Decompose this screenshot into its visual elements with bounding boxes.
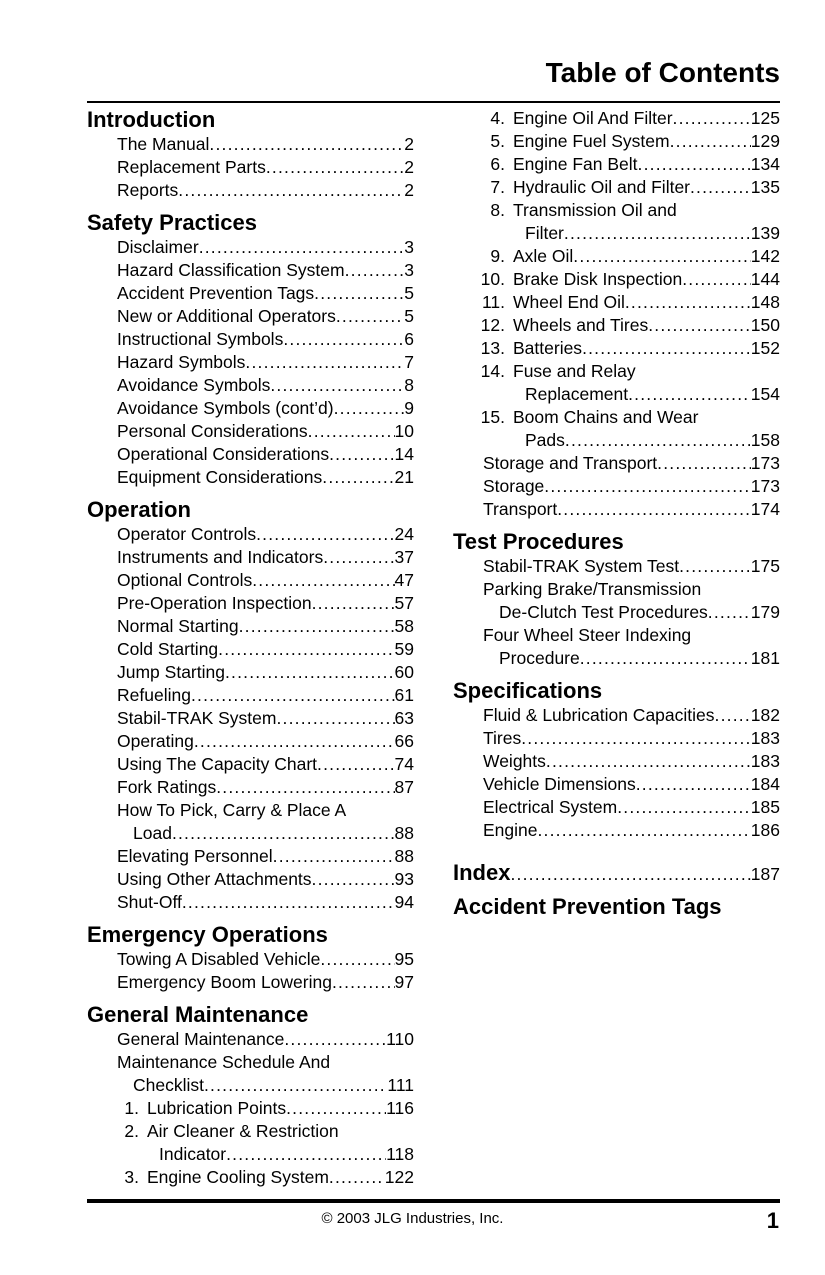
toc-page-number: 183 xyxy=(750,751,780,771)
toc-page-number: 139 xyxy=(750,223,780,243)
toc-entry-label: Weights xyxy=(483,751,546,771)
toc-entry-label: Engine Fuel System xyxy=(513,131,670,151)
toc-entry-number: 6. xyxy=(490,154,505,174)
toc-entry-label: Emergency Boom Lowering xyxy=(117,972,332,992)
toc-entry[interactable] xyxy=(453,647,780,670)
toc-entry-label: Filter xyxy=(525,223,564,243)
toc-entry-label: De-Clutch Test Procedures xyxy=(499,602,708,622)
dot-leader xyxy=(582,337,751,360)
toc-entry[interactable] xyxy=(453,176,780,199)
dot-leader xyxy=(226,1143,386,1166)
toc-entry[interactable] xyxy=(87,1074,414,1097)
toc-entry[interactable] xyxy=(453,383,780,406)
toc-page-number: 87 xyxy=(394,777,414,797)
toc-page-number: 118 xyxy=(386,1144,414,1164)
toc-page-number: 93 xyxy=(394,869,414,889)
toc-page-number: 125 xyxy=(750,108,780,128)
toc-page-number: 63 xyxy=(394,708,414,728)
toc-page-number: 88 xyxy=(394,823,414,843)
toc-page-number: 66 xyxy=(394,731,414,751)
dot-leader xyxy=(270,374,404,397)
toc-page-number: 97 xyxy=(394,972,414,992)
toc-page-number: 21 xyxy=(394,467,414,487)
dot-leader xyxy=(510,861,750,887)
dot-leader xyxy=(218,638,394,661)
toc-entry-line xyxy=(453,624,780,647)
toc-entry[interactable] xyxy=(87,443,414,466)
toc-entry-label: Axle Oil xyxy=(513,246,574,266)
toc-entry-label: Avoidance Symbols (cont’d) xyxy=(117,398,334,418)
toc-page-number: 3 xyxy=(404,260,414,280)
toc-entry[interactable] xyxy=(87,661,414,684)
toc-page-number: 173 xyxy=(750,453,780,473)
toc-entry[interactable] xyxy=(87,397,414,420)
toc-page-number: 150 xyxy=(750,315,780,335)
toc-section-heading[interactable]: Specifications xyxy=(453,678,603,703)
dot-leader xyxy=(580,647,751,670)
toc-page-number: 58 xyxy=(394,616,414,636)
toc-entry[interactable] xyxy=(453,727,780,750)
toc-entry-line xyxy=(453,406,780,429)
toc-section-heading[interactable]: Operation xyxy=(87,497,191,522)
toc-entry-label: Stabil-TRAK System xyxy=(117,708,277,728)
toc-entry-label: Hydraulic Oil and Filter xyxy=(513,177,690,197)
dot-leader xyxy=(323,546,394,569)
toc-entry-label: Tires xyxy=(483,728,522,748)
toc-entry[interactable] xyxy=(453,314,780,337)
toc-entry-label: Personal Considerations xyxy=(117,421,308,441)
dot-leader xyxy=(625,291,751,314)
toc-entry-label: How To Pick, Carry & Place A xyxy=(117,800,347,820)
toc-entry-number: 13. xyxy=(480,338,505,358)
toc-entry[interactable] xyxy=(453,268,780,291)
toc-entry[interactable] xyxy=(453,130,780,153)
toc-entry[interactable] xyxy=(453,601,780,624)
toc-entry-label: Normal Starting xyxy=(117,616,239,636)
toc-entry-number: 2. xyxy=(124,1121,139,1141)
toc-entry[interactable] xyxy=(87,1097,414,1120)
toc-page-number: 61 xyxy=(394,685,414,705)
dot-leader xyxy=(266,156,404,179)
toc-entry-label: Batteries xyxy=(513,338,583,358)
toc-entry[interactable] xyxy=(453,750,780,773)
toc-entry-label: Engine xyxy=(483,820,538,840)
toc-entry[interactable] xyxy=(87,179,414,202)
dot-leader xyxy=(657,452,751,475)
toc-page-number: 37 xyxy=(394,547,414,567)
toc-entry-label: Disclaimer xyxy=(117,237,199,257)
toc-section-heading[interactable]: Emergency Operations xyxy=(87,922,328,947)
toc-entry-label: Wheel End Oil xyxy=(513,292,625,312)
toc-entry[interactable] xyxy=(87,1166,414,1189)
toc-entry[interactable] xyxy=(453,429,780,452)
toc-section-heading[interactable]: Test Procedures xyxy=(453,529,624,554)
toc-entry-number: 14. xyxy=(480,361,505,381)
dot-leader xyxy=(715,704,751,727)
toc-entry-label: General Maintenance xyxy=(117,1029,285,1049)
dot-leader xyxy=(546,750,751,773)
dot-leader xyxy=(273,845,395,868)
page-title: Table of Contents xyxy=(545,57,780,88)
toc-page-number: 181 xyxy=(750,648,780,668)
toc-entry[interactable] xyxy=(87,1028,414,1051)
toc-entry-number: 3. xyxy=(124,1167,139,1187)
toc-entry-line xyxy=(453,578,780,601)
toc-entry-label: Replacement xyxy=(525,384,629,404)
toc-page-number: 174 xyxy=(750,499,780,519)
dot-leader xyxy=(172,822,395,845)
toc-entry-label: Parking Brake/Transmission xyxy=(483,579,702,599)
toc-page-number: 5 xyxy=(404,306,414,326)
toc-page-number: 142 xyxy=(750,246,780,266)
toc-entry-label: Fork Ratings xyxy=(117,777,217,797)
dot-leader xyxy=(332,971,395,994)
toc-entry[interactable] xyxy=(87,351,414,374)
dot-leader xyxy=(690,176,751,199)
dot-leader xyxy=(194,730,395,753)
dot-leader xyxy=(322,466,394,489)
toc-entry-label: Indicator xyxy=(159,1144,227,1164)
toc-section-heading[interactable]: Safety Practices xyxy=(87,210,257,235)
dot-leader xyxy=(256,523,394,546)
toc-entry[interactable] xyxy=(453,555,780,578)
toc-page-number: 7 xyxy=(404,352,414,372)
dot-leader xyxy=(284,1028,386,1051)
toc-entry[interactable] xyxy=(453,222,780,245)
dot-leader xyxy=(565,429,751,452)
toc-entry-number: 10. xyxy=(480,269,505,289)
dot-leader xyxy=(521,727,751,750)
toc-page-number: 3 xyxy=(404,237,414,257)
toc-page-number: 135 xyxy=(750,177,780,197)
toc-entry-label: Cold Starting xyxy=(117,639,219,659)
toc-entry-number: 4. xyxy=(490,108,505,128)
dot-leader xyxy=(636,773,751,796)
dot-leader xyxy=(283,328,404,351)
toc-entry-number: 11. xyxy=(481,292,505,312)
toc-entry[interactable] xyxy=(87,420,414,443)
dot-leader xyxy=(239,615,395,638)
toc-page-number: 74 xyxy=(394,754,414,774)
toc-entry[interactable] xyxy=(453,475,780,498)
dot-leader xyxy=(329,1166,385,1189)
toc-entry[interactable] xyxy=(87,776,414,799)
toc-entry-line xyxy=(453,199,780,222)
toc-page-number: 2 xyxy=(404,134,414,154)
toc-entry-label: Storage xyxy=(483,476,545,496)
toc-entry-number: 15. xyxy=(480,407,505,427)
dot-leader xyxy=(317,753,394,776)
toc-page-number: 2 xyxy=(404,180,414,200)
toc-entry-label: Four Wheel Steer Indexing xyxy=(483,625,692,645)
toc-entry-label: Optional Controls xyxy=(117,570,253,590)
toc-entry-line xyxy=(453,360,780,383)
dot-leader xyxy=(708,601,751,624)
toc-page-number: 116 xyxy=(386,1098,414,1118)
toc-entry-line xyxy=(87,799,414,822)
toc-page-number: 94 xyxy=(394,892,414,912)
toc-page-number: 110 xyxy=(386,1029,414,1049)
toc-entry[interactable] xyxy=(87,868,414,891)
toc-entry-label: Instruments and Indicators xyxy=(117,547,324,567)
toc-entry[interactable] xyxy=(87,753,414,776)
toc-section-heading[interactable]: Accident Prevention Tags xyxy=(453,894,722,919)
dot-leader xyxy=(334,397,405,420)
toc-entry-label: Towing A Disabled Vehicle xyxy=(117,949,321,969)
toc-page-number: 24 xyxy=(394,524,414,544)
toc-entry[interactable] xyxy=(87,156,414,179)
toc-entry-label: Replacement Parts xyxy=(117,157,266,177)
toc-entry-line xyxy=(87,1051,414,1074)
toc-entry-label: Boom Chains and Wear xyxy=(513,407,699,427)
toc-entry[interactable] xyxy=(87,569,414,592)
toc-column-right xyxy=(453,107,780,920)
dot-leader xyxy=(345,259,405,282)
toc-entry-label: Refueling xyxy=(117,685,191,705)
toc-entry[interactable] xyxy=(87,948,414,971)
toc-entry-number: 5. xyxy=(490,131,505,151)
dot-leader xyxy=(648,314,751,337)
toc-page-number: 152 xyxy=(750,338,780,358)
toc-entry-label: Engine Oil And Filter xyxy=(513,108,673,128)
toc-entry-label: Elevating Personnel xyxy=(117,846,273,866)
toc-page-number: 175 xyxy=(750,556,780,576)
toc-page-number: 173 xyxy=(750,476,780,496)
dot-leader xyxy=(245,351,404,374)
toc-page-number: 5 xyxy=(404,283,414,303)
toc-entry[interactable] xyxy=(453,153,780,176)
toc-entry-label: Avoidance Symbols xyxy=(117,375,271,395)
toc-entry[interactable] xyxy=(87,259,414,282)
toc-entry-label: Wheels and Tires xyxy=(513,315,649,335)
dot-leader xyxy=(682,268,751,291)
dot-leader xyxy=(564,222,751,245)
dot-leader xyxy=(314,282,404,305)
dot-leader xyxy=(312,868,395,891)
toc-entry[interactable] xyxy=(453,337,780,360)
toc-entry-label: Fluid & Lubrication Capacities xyxy=(483,705,715,725)
dot-leader xyxy=(679,555,751,578)
toc-entry-label: Hazard Symbols xyxy=(117,352,246,372)
toc-entry[interactable] xyxy=(87,707,414,730)
dot-leader xyxy=(276,707,394,730)
toc-entry-label: Procedure xyxy=(499,648,580,668)
toc-entry-label: Load xyxy=(133,823,172,843)
toc-page-number: 184 xyxy=(750,774,780,794)
dot-leader xyxy=(209,133,404,156)
toc-page-number: 111 xyxy=(387,1075,414,1095)
top-rule xyxy=(87,101,780,103)
toc-entry[interactable] xyxy=(87,730,414,753)
toc-page-number: 10 xyxy=(394,421,414,441)
dot-leader xyxy=(191,684,395,707)
toc-entry-label: Maintenance Schedule And xyxy=(117,1052,331,1072)
toc-entry-label: Vehicle Dimensions xyxy=(483,774,636,794)
toc-entry-label: The Manual xyxy=(117,134,210,154)
toc-entry[interactable] xyxy=(87,466,414,489)
bottom-rule xyxy=(87,1199,780,1203)
toc-entry[interactable] xyxy=(87,282,414,305)
toc-entry[interactable] xyxy=(87,546,414,569)
toc-entry-label: Transport xyxy=(483,499,558,519)
toc-entry[interactable] xyxy=(87,305,414,328)
toc-entry-label: Operating xyxy=(117,731,194,751)
toc-entry[interactable] xyxy=(453,107,780,130)
toc-entry[interactable] xyxy=(87,328,414,351)
toc-entry-number: 7. xyxy=(490,177,505,197)
toc-page-number: 183 xyxy=(750,728,780,748)
toc-entry[interactable] xyxy=(87,891,414,914)
toc-entry[interactable] xyxy=(87,684,414,707)
toc-page-number: 2 xyxy=(404,157,414,177)
dot-leader xyxy=(312,592,395,615)
toc-entry[interactable] xyxy=(453,819,780,842)
dot-leader xyxy=(178,179,404,202)
toc-entry-label: Storage and Transport xyxy=(483,453,658,473)
toc-page-number: 186 xyxy=(750,820,780,840)
toc-entry-number: 8. xyxy=(490,200,505,220)
toc-entry[interactable] xyxy=(453,773,780,796)
toc-entry-number: 12. xyxy=(480,315,505,335)
toc-entry-label: Engine Fan Belt xyxy=(513,154,638,174)
page-number: 1 xyxy=(766,1208,779,1233)
dot-leader xyxy=(252,569,394,592)
dot-leader xyxy=(673,107,751,130)
dot-leader xyxy=(320,948,394,971)
dot-leader xyxy=(670,130,751,153)
toc-entry[interactable] xyxy=(453,452,780,475)
toc-entry-label: Lubrication Points xyxy=(147,1098,287,1118)
toc-page-number: 187 xyxy=(750,864,780,884)
toc-section-heading[interactable]: Introduction xyxy=(87,107,216,132)
toc-entry-label: Operational Considerations xyxy=(117,444,330,464)
toc-entry-label: Using Other Attachments xyxy=(117,869,312,889)
toc-entry-label: Checklist xyxy=(133,1075,204,1095)
dot-leader xyxy=(225,661,395,684)
toc-section-heading[interactable]: General Maintenance xyxy=(87,1002,309,1027)
toc-page-number: 158 xyxy=(750,430,780,450)
toc-entry-line xyxy=(87,1120,414,1143)
dot-leader xyxy=(544,475,751,498)
toc-entry-number: 1. xyxy=(124,1098,139,1118)
toc-entry-label: Transmission Oil and xyxy=(513,200,677,220)
dot-leader xyxy=(628,383,751,406)
dot-leader xyxy=(573,245,751,268)
toc-page-number: 154 xyxy=(750,384,780,404)
toc-entry[interactable] xyxy=(453,796,780,819)
dot-leader xyxy=(638,153,751,176)
toc-entry[interactable] xyxy=(87,822,414,845)
dot-leader xyxy=(204,1074,387,1097)
toc-entry-label: Hazard Classification System xyxy=(117,260,345,280)
dot-leader xyxy=(182,891,395,914)
dot-leader xyxy=(329,443,394,466)
toc-entry[interactable] xyxy=(87,615,414,638)
toc-entry-label: Instructional Symbols xyxy=(117,329,284,349)
footer-copyright: © 2003 JLG Industries, Inc. xyxy=(321,1210,504,1227)
toc-entry-label: Index xyxy=(453,860,511,885)
dot-leader xyxy=(216,776,394,799)
toc-page-number: 9 xyxy=(404,398,414,418)
toc-entry[interactable] xyxy=(87,236,414,259)
toc-page-number: 47 xyxy=(394,570,414,590)
toc-entry-label: Electrical System xyxy=(483,797,618,817)
toc-entry-label: Shut-Off xyxy=(117,892,182,912)
toc-page-number: 95 xyxy=(394,949,414,969)
toc-entry[interactable] xyxy=(453,498,780,521)
toc-page-number: 129 xyxy=(750,131,780,151)
toc-entry[interactable] xyxy=(87,638,414,661)
toc-entry[interactable] xyxy=(453,704,780,727)
toc-entry-label: Pads xyxy=(525,430,565,450)
dot-leader xyxy=(617,796,751,819)
toc-entry-label: Pre-Operation Inspection xyxy=(117,593,312,613)
toc-entry-label: Air Cleaner & Restriction xyxy=(147,1121,339,1141)
toc-entry-label: New or Additional Operators xyxy=(117,306,336,326)
toc-page-number: 182 xyxy=(750,705,780,725)
toc-entry-label: Fuse and Relay xyxy=(513,361,636,381)
dot-leader xyxy=(199,236,405,259)
toc-page-number: 144 xyxy=(750,269,780,289)
dot-leader xyxy=(538,819,751,842)
dot-leader xyxy=(286,1097,386,1120)
toc-entry[interactable] xyxy=(453,245,780,268)
toc-page-number: 88 xyxy=(394,846,414,866)
dot-leader xyxy=(308,420,395,443)
toc-entry-label: Engine Cooling System xyxy=(147,1167,329,1187)
toc-entry[interactable] xyxy=(453,291,780,314)
toc-column-left xyxy=(87,107,414,1189)
toc-entry[interactable] xyxy=(87,592,414,615)
toc-page-number: 14 xyxy=(394,444,414,464)
toc-page-number: 6 xyxy=(404,329,414,349)
toc-page-number: 122 xyxy=(384,1167,414,1187)
toc-entry[interactable] xyxy=(87,971,414,994)
dot-leader xyxy=(557,498,751,521)
toc-page-number: 60 xyxy=(394,662,414,682)
toc-entry-label: Stabil-TRAK System Test xyxy=(483,556,680,576)
toc-entry[interactable] xyxy=(87,133,414,156)
toc-page-number: 59 xyxy=(394,639,414,659)
toc-entry[interactable] xyxy=(87,374,414,397)
toc-page-number: 134 xyxy=(750,154,780,174)
toc-entry[interactable] xyxy=(87,1143,414,1166)
toc-entry[interactable] xyxy=(87,845,414,868)
toc-page-number: 179 xyxy=(750,602,780,622)
toc-entry[interactable] xyxy=(87,523,414,546)
toc-entry-label: Accident Prevention Tags xyxy=(117,283,315,303)
toc-page-number: 185 xyxy=(750,797,780,817)
toc-page-number: 8 xyxy=(404,375,414,395)
dot-leader xyxy=(336,305,404,328)
toc-entry-label: Using The Capacity Chart xyxy=(117,754,318,774)
toc-page-number: 57 xyxy=(394,593,414,613)
toc-entry-label: Brake Disk Inspection xyxy=(513,269,683,289)
toc-entry-number: 9. xyxy=(490,246,505,266)
toc-entry-label: Reports xyxy=(117,180,179,200)
toc-entry-label: Jump Starting xyxy=(117,662,225,682)
toc-entry-label: Equipment Considerations xyxy=(117,467,323,487)
toc-page-number: 148 xyxy=(750,292,780,312)
toc-section-heading[interactable] xyxy=(453,860,780,886)
toc-entry-label: Operator Controls xyxy=(117,524,257,544)
